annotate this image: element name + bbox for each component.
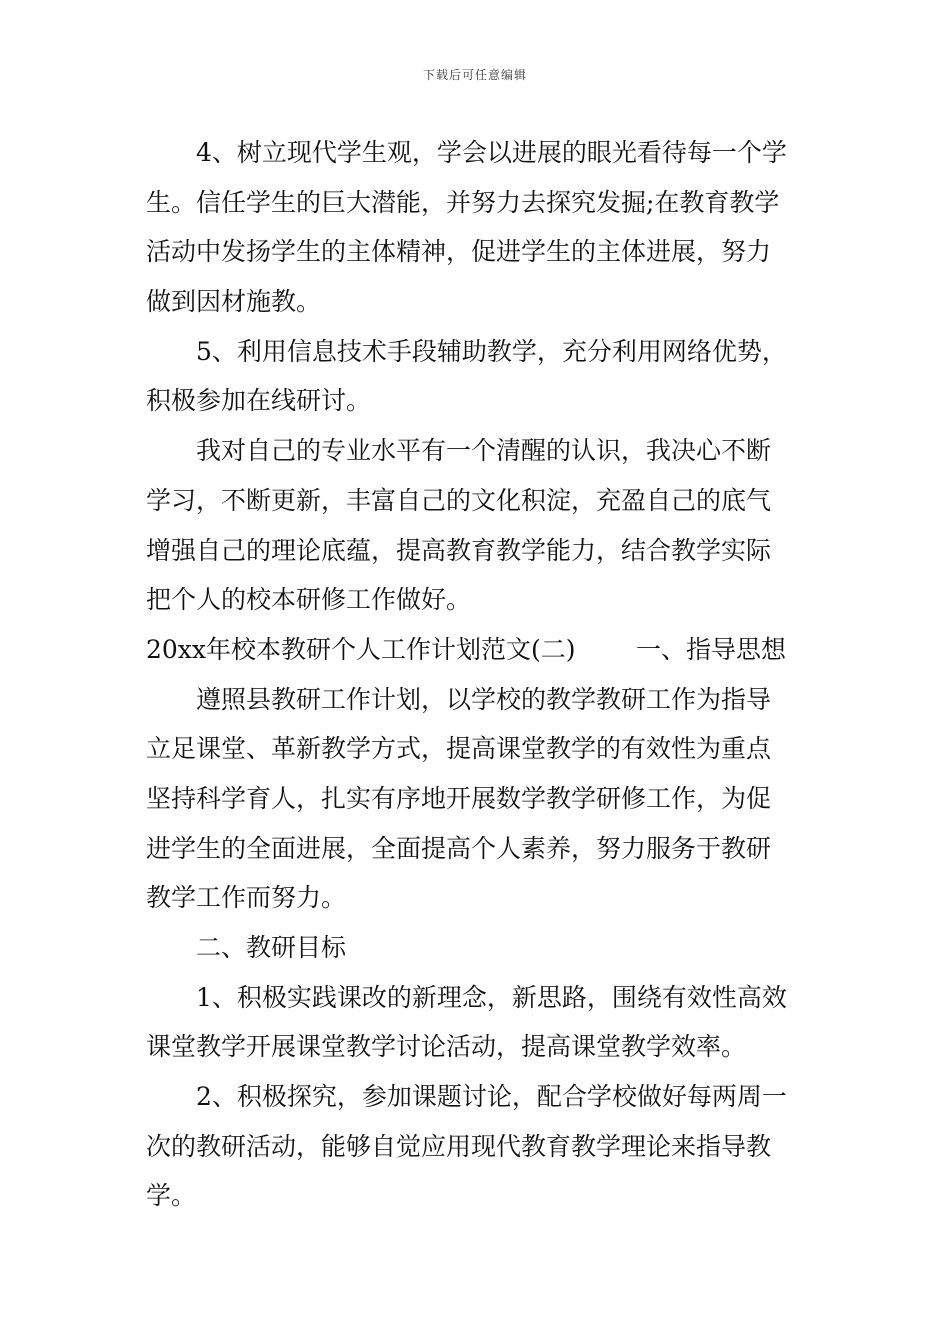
paragraph-line: 生。信任学生的巨大潜能，并努力去探究发掘;在教育教学 [146, 187, 780, 217]
page-header: 下载后可任意编辑 [422, 68, 527, 82]
paragraph-line: 遵照县教研工作计划，以学校的教学教研工作为指导 [196, 684, 772, 714]
paragraph-line: 课堂教学开展课堂教学讨论活动，提高课堂教学效率。 [146, 1032, 747, 1062]
paragraph-line: 教学工作而努力。 [146, 883, 347, 913]
paragraph-line: 坚持科学育人，扎实有序地开展数学教学研修工作，为促 [146, 783, 772, 813]
paragraph-line: 1、积极实践课改的新理念，新思路，围绕有效性高效 [196, 982, 787, 1012]
paragraph-line: 我对自己的专业水平有一个清醒的认识，我决心不断 [196, 436, 772, 466]
paragraph-line: 活动中发扬学生的主体精神，促进学生的主体进展，努力 [146, 237, 772, 267]
paragraph-line: 学。 [146, 1181, 197, 1211]
paragraph-line: 次的教研活动，能够自觉应用现代教育教学理论来指导教 [146, 1131, 772, 1161]
section-title-text: 20xx年校本教研个人工作计划范文(二) [146, 634, 576, 664]
section-heading: 一、指导思想 [635, 634, 786, 664]
paragraph-line: 5、利用信息技术手段辅助教学，充分利用网络优势， [196, 336, 787, 366]
paragraph-line: 做到因材施教。 [146, 287, 322, 317]
paragraph-line: 积极参加在线研讨。 [146, 386, 372, 416]
paragraph-line: 进学生的全面进展，全面提高个人素养，努力服务于教研 [146, 833, 772, 863]
paragraph-line: 4、树立现代学生观，学会以进展的眼光看待每一个学 [196, 138, 787, 167]
section-title [146, 625, 786, 675]
paragraph-line: 2、积极探究，参加课题讨论，配合学校做好每两周一 [196, 1082, 787, 1112]
document-body [146, 128, 816, 1221]
paragraph-line: 立足课堂、革新教学方式，提高课堂教学的有效性为重点 [146, 734, 772, 764]
paragraph-line: 增强自己的理论底蕴，提高教育教学能力，结合教学实际 [146, 535, 772, 565]
section-heading: 二、教研目标 [196, 933, 347, 962]
paragraph-line: 学习，不断更新，丰富自己的文化积淀，充盈自己的底气 [146, 485, 772, 515]
paragraph-line: 把个人的校本研修工作做好。 [146, 585, 472, 615]
